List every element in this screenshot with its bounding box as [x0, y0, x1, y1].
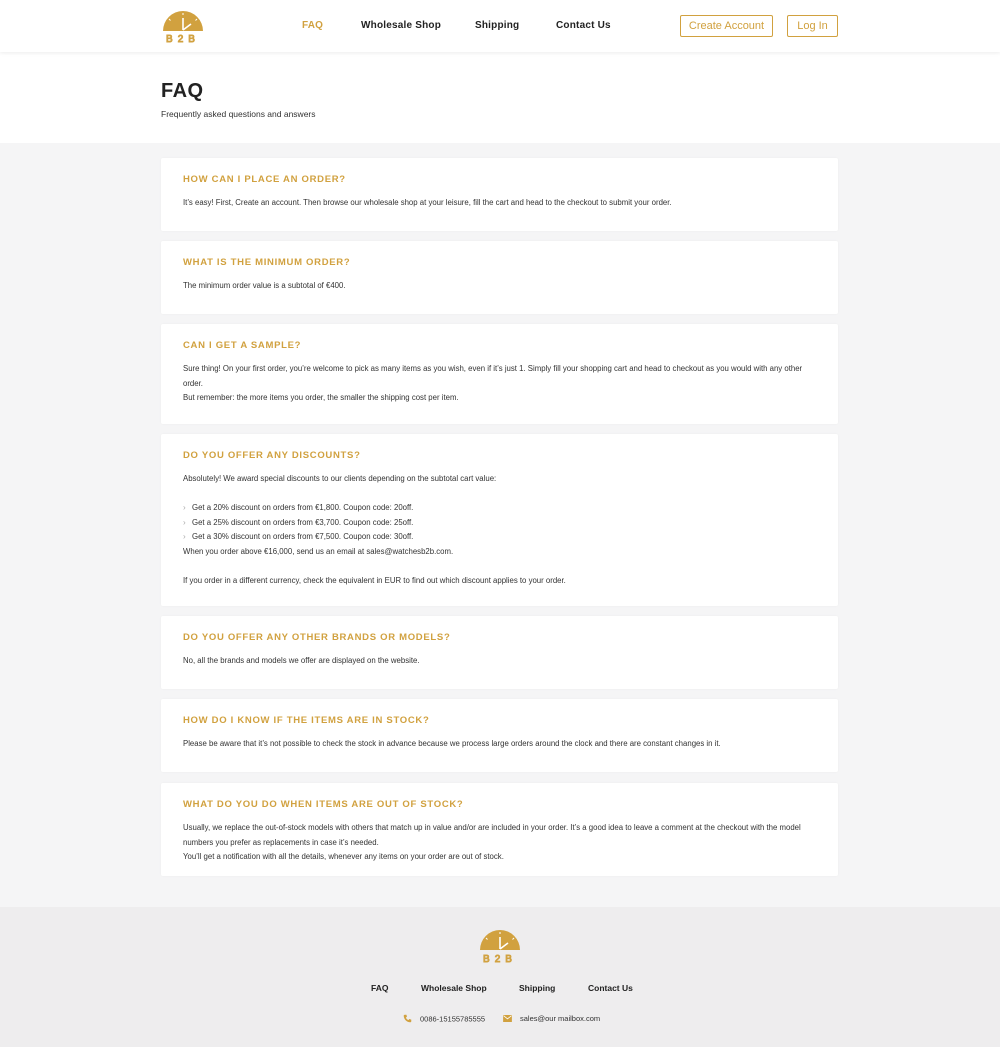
faq-card [161, 241, 838, 314]
nav-shipping[interactable]: Shipping [475, 20, 520, 31]
faq-question: HOW DO I KNOW IF THE ITEMS ARE IN STOCK? [183, 715, 430, 726]
page-header [0, 52, 1000, 143]
nav-wholesale-shop[interactable]: Wholesale Shop [361, 20, 442, 31]
site-logo[interactable] [161, 9, 205, 43]
faq-answer-paragraph: No, all the brands and models we offer are displayed on the website. [183, 656, 420, 665]
site-footer [0, 907, 1000, 1047]
login-button[interactable]: Log In [787, 15, 838, 37]
faq-answer-paragraph: If you order in a different currency, check the equivalent in EUR to find out which discount applies to your order. [183, 576, 566, 586]
faq-answer [183, 472, 823, 589]
faq-card [161, 434, 838, 606]
faq-question: HOW CAN I PLACE AN ORDER? [183, 174, 346, 185]
footer-nav-contact-us[interactable]: Contact Us [588, 983, 633, 993]
footer-nav-faq[interactable]: FAQ [371, 983, 389, 993]
faq-answer [183, 279, 823, 294]
faq-answer [183, 196, 823, 211]
faq-answer [183, 821, 823, 865]
faq-answer-paragraph: Please be aware that it’s not possible to check the stock in advance because we process large orders around the clock and there are constant changes in it. [183, 739, 721, 748]
list-item: › Get a 30% discount on orders from €7,500. Coupon code: 30off. [183, 530, 823, 545]
phone-number: 0086-15155785555 [420, 1014, 486, 1024]
clock-logo-icon [161, 9, 205, 43]
discount-list [183, 501, 823, 545]
faq-answer-paragraph: When you order above €16,000, send us an email at sales@watchesb2b.com. [183, 546, 454, 556]
nav-contact-us[interactable]: Contact Us [556, 20, 611, 31]
faq-card [161, 616, 838, 689]
logo-text: B2B [166, 34, 200, 43]
faq-question: WHAT IS THE MINIMUM ORDER? [183, 257, 351, 268]
chevron-right-icon: › [183, 517, 186, 527]
list-item: › Get a 20% discount on orders from €1,800. Coupon code: 20off. [183, 501, 823, 516]
clock-logo-icon [478, 928, 522, 964]
chevron-right-icon: › [183, 532, 186, 542]
faq-question: CAN I GET A SAMPLE? [183, 340, 302, 351]
faq-answer [183, 737, 823, 752]
page-title: FAQ [161, 80, 204, 102]
faq-answer [183, 654, 823, 669]
faq-question: DO YOU OFFER ANY DISCOUNTS? [183, 450, 361, 461]
faq-card [161, 783, 838, 876]
nav-faq[interactable]: FAQ [302, 20, 324, 31]
faq-card [161, 158, 838, 231]
chevron-right-icon: › [183, 503, 186, 513]
footer-phone[interactable] [403, 1014, 485, 1025]
faq-question: WHAT DO YOU DO WHEN ITEMS ARE OUT OF STOCK? [183, 799, 464, 810]
faq-answer-paragraph: You’ll get a notification with all the details, whenever any items on your order are out of stock. [183, 852, 504, 862]
faq-card [161, 324, 838, 424]
faq-card [161, 699, 838, 772]
list-item: › Get a 25% discount on orders from €3,700. Coupon code: 25off. [183, 516, 823, 531]
faq-question: DO YOU OFFER ANY OTHER BRANDS OR MODELS? [183, 632, 451, 643]
faq-answer [183, 362, 823, 406]
faq-answer-paragraph: Absolutely! We award special discounts to our clients depending on the subtotal cart value: [183, 474, 497, 483]
phone-icon [403, 1014, 412, 1025]
footer-nav-wholesale-shop[interactable]: Wholesale Shop [421, 983, 487, 993]
footer-logo[interactable] [478, 928, 522, 964]
faq-answer-paragraph: Usually, we replace the out-of-stock models with others that match up in value and/or are included in your order. It’s a good idea to leave a comment at the checkout with the model numbers you prefer as replacements in case it’s needed. [183, 823, 801, 847]
faq-answer-paragraph: But remember: the more items you order, the smaller the shipping cost per item. [183, 393, 459, 403]
faq-answer-paragraph: The minimum order value is a subtotal of €400. [183, 281, 346, 290]
footer-email[interactable] [503, 1014, 600, 1024]
page-subtitle: Frequently asked questions and answers [161, 109, 316, 119]
create-account-button[interactable]: Create Account [680, 15, 773, 37]
faq-answer-paragraph: It’s easy! First, Create an account. Then browse our wholesale shop at your leisure, fill the cart and head to the checkout to submit your order. [183, 198, 672, 207]
logo-text: B2B [483, 954, 517, 964]
email-address: sales@our mailbox.com [520, 1014, 601, 1023]
faq-answer-paragraph: Sure thing! On your first order, you’re welcome to pick as many items as you wish, even if it’s just 1. Simply fill your shopping cart and head to checkout as you would with any other order. [183, 364, 803, 388]
footer-nav-shipping[interactable]: Shipping [519, 983, 556, 993]
site-header [0, 0, 1000, 52]
mail-icon [503, 1015, 512, 1024]
